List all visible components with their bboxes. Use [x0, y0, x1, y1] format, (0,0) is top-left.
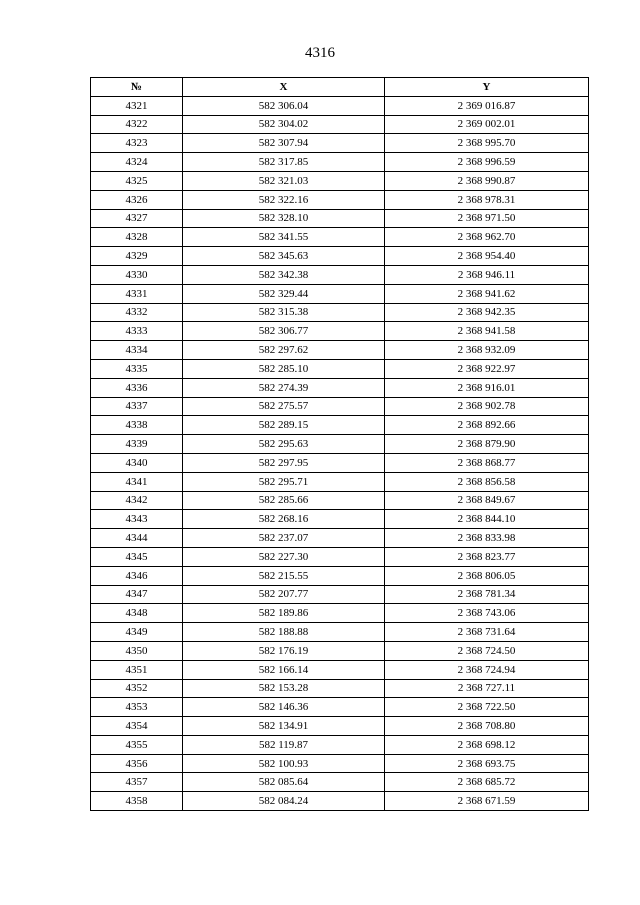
- cell-x: 582 315.38: [183, 303, 385, 322]
- cell-y: 2 368 962.70: [385, 228, 589, 247]
- coordinates-table: [90, 77, 589, 811]
- table-row: [91, 416, 589, 435]
- cell-x: 582 176.19: [183, 641, 385, 660]
- cell-number: 4343: [91, 510, 183, 529]
- cell-x: 582 345.63: [183, 247, 385, 266]
- table-row: [91, 171, 589, 190]
- cell-number: 4337: [91, 397, 183, 416]
- cell-x: 582 307.94: [183, 134, 385, 153]
- cell-y: 2 368 685.72: [385, 773, 589, 792]
- cell-x: 582 341.55: [183, 228, 385, 247]
- cell-y: 2 368 724.94: [385, 660, 589, 679]
- cell-y: 2 368 892.66: [385, 416, 589, 435]
- cell-y: 2 368 916.01: [385, 378, 589, 397]
- cell-number: 4338: [91, 416, 183, 435]
- cell-y: 2 368 727.11: [385, 679, 589, 698]
- cell-y: 2 368 978.31: [385, 190, 589, 209]
- cell-y: 2 368 708.80: [385, 717, 589, 736]
- cell-number: 4352: [91, 679, 183, 698]
- cell-x: 582 119.87: [183, 735, 385, 754]
- cell-x: 582 322.16: [183, 190, 385, 209]
- table-row: [91, 190, 589, 209]
- table-row: [91, 341, 589, 360]
- cell-number: 4348: [91, 604, 183, 623]
- cell-number: 4340: [91, 453, 183, 472]
- cell-number: 4344: [91, 529, 183, 548]
- cell-number: 4349: [91, 623, 183, 642]
- table-row: [91, 134, 589, 153]
- cell-y: 2 368 922.97: [385, 359, 589, 378]
- table-body: [91, 96, 589, 810]
- cell-y: 2 368 849.67: [385, 491, 589, 510]
- table-row: [91, 397, 589, 416]
- table-row: [91, 717, 589, 736]
- cell-y: 2 368 806.05: [385, 566, 589, 585]
- cell-number: 4323: [91, 134, 183, 153]
- cell-y: 2 368 946.11: [385, 265, 589, 284]
- table-row: [91, 773, 589, 792]
- cell-x: 582 342.38: [183, 265, 385, 284]
- cell-number: 4334: [91, 341, 183, 360]
- table-row: [91, 322, 589, 341]
- table-row: [91, 472, 589, 491]
- cell-y: 2 368 724.50: [385, 641, 589, 660]
- cell-y: 2 368 868.77: [385, 453, 589, 472]
- cell-x: 582 188.88: [183, 623, 385, 642]
- cell-y: 2 368 954.40: [385, 247, 589, 266]
- cell-x: 582 153.28: [183, 679, 385, 698]
- cell-x: 582 207.77: [183, 585, 385, 604]
- cell-y: 2 368 781.34: [385, 585, 589, 604]
- cell-x: 582 268.16: [183, 510, 385, 529]
- table-row: [91, 660, 589, 679]
- cell-y: 2 369 002.01: [385, 115, 589, 134]
- cell-number: 4325: [91, 171, 183, 190]
- cell-x: 582 297.95: [183, 453, 385, 472]
- cell-number: 4322: [91, 115, 183, 134]
- cell-y: 2 368 693.75: [385, 754, 589, 773]
- cell-number: 4357: [91, 773, 183, 792]
- cell-number: 4350: [91, 641, 183, 660]
- cell-y: 2 368 996.59: [385, 153, 589, 172]
- cell-y: 2 368 722.50: [385, 698, 589, 717]
- cell-x: 582 189.86: [183, 604, 385, 623]
- cell-number: 4345: [91, 547, 183, 566]
- cell-x: 582 100.93: [183, 754, 385, 773]
- cell-number: 4358: [91, 792, 183, 811]
- table-row: [91, 209, 589, 228]
- cell-y: 2 368 833.98: [385, 529, 589, 548]
- table-row: [91, 735, 589, 754]
- cell-x: 582 237.07: [183, 529, 385, 548]
- cell-x: 582 329.44: [183, 284, 385, 303]
- cell-y: 2 368 698.12: [385, 735, 589, 754]
- cell-x: 582 274.39: [183, 378, 385, 397]
- table-row: [91, 529, 589, 548]
- cell-x: 582 285.10: [183, 359, 385, 378]
- cell-x: 582 289.15: [183, 416, 385, 435]
- cell-number: 4341: [91, 472, 183, 491]
- cell-number: 4321: [91, 96, 183, 115]
- cell-x: 582 166.14: [183, 660, 385, 679]
- cell-y: 2 368 731.64: [385, 623, 589, 642]
- table-row: [91, 265, 589, 284]
- table-row: [91, 228, 589, 247]
- table-row: [91, 604, 589, 623]
- cell-number: 4333: [91, 322, 183, 341]
- cell-y: 2 368 942.35: [385, 303, 589, 322]
- cell-x: 582 321.03: [183, 171, 385, 190]
- cell-x: 582 275.57: [183, 397, 385, 416]
- cell-number: 4328: [91, 228, 183, 247]
- cell-y: 2 368 823.77: [385, 547, 589, 566]
- cell-x: 582 317.85: [183, 153, 385, 172]
- table-row: [91, 566, 589, 585]
- cell-number: 4353: [91, 698, 183, 717]
- cell-y: 2 369 016.87: [385, 96, 589, 115]
- cell-y: 2 368 941.58: [385, 322, 589, 341]
- cell-number: 4335: [91, 359, 183, 378]
- cell-x: 582 304.02: [183, 115, 385, 134]
- table-row: [91, 510, 589, 529]
- cell-x: 582 227.30: [183, 547, 385, 566]
- cell-x: 582 295.71: [183, 472, 385, 491]
- table-row: [91, 641, 589, 660]
- table-row: [91, 698, 589, 717]
- cell-x: 582 285.66: [183, 491, 385, 510]
- table-row: [91, 585, 589, 604]
- cell-y: 2 368 971.50: [385, 209, 589, 228]
- cell-number: 4326: [91, 190, 183, 209]
- table-row: [91, 303, 589, 322]
- cell-number: 4332: [91, 303, 183, 322]
- cell-y: 2 368 879.90: [385, 435, 589, 454]
- column-header-y: Y: [385, 78, 589, 97]
- cell-x: 582 134.91: [183, 717, 385, 736]
- table-row: [91, 491, 589, 510]
- cell-y: 2 368 743.06: [385, 604, 589, 623]
- table-row: [91, 153, 589, 172]
- table-header-row: [91, 78, 589, 97]
- cell-x: 582 306.04: [183, 96, 385, 115]
- cell-y: 2 368 671.59: [385, 792, 589, 811]
- cell-y: 2 368 932.09: [385, 341, 589, 360]
- cell-number: 4354: [91, 717, 183, 736]
- table-row: [91, 247, 589, 266]
- table-row: [91, 623, 589, 642]
- table-row: [91, 754, 589, 773]
- column-header-x: X: [183, 78, 385, 97]
- cell-number: 4339: [91, 435, 183, 454]
- cell-number: 4336: [91, 378, 183, 397]
- cell-x: 582 146.36: [183, 698, 385, 717]
- column-header-number: №: [91, 78, 183, 97]
- table-row: [91, 115, 589, 134]
- table-row: [91, 378, 589, 397]
- cell-number: 4330: [91, 265, 183, 284]
- table-row: [91, 679, 589, 698]
- cell-number: 4351: [91, 660, 183, 679]
- cell-y: 2 368 902.78: [385, 397, 589, 416]
- cell-x: 582 295.63: [183, 435, 385, 454]
- cell-number: 4329: [91, 247, 183, 266]
- cell-x: 582 328.10: [183, 209, 385, 228]
- cell-number: 4327: [91, 209, 183, 228]
- cell-x: 582 306.77: [183, 322, 385, 341]
- cell-number: 4346: [91, 566, 183, 585]
- cell-number: 4324: [91, 153, 183, 172]
- cell-number: 4347: [91, 585, 183, 604]
- table-row: [91, 547, 589, 566]
- table-row: [91, 359, 589, 378]
- cell-y: 2 368 995.70: [385, 134, 589, 153]
- table-row: [91, 453, 589, 472]
- table-row: [91, 435, 589, 454]
- cell-number: 4331: [91, 284, 183, 303]
- cell-x: 582 215.55: [183, 566, 385, 585]
- table-row: [91, 284, 589, 303]
- cell-y: 2 368 856.58: [385, 472, 589, 491]
- cell-number: 4356: [91, 754, 183, 773]
- cell-x: 582 084.24: [183, 792, 385, 811]
- cell-number: 4355: [91, 735, 183, 754]
- cell-y: 2 368 844.10: [385, 510, 589, 529]
- table-row: [91, 96, 589, 115]
- cell-x: 582 085.64: [183, 773, 385, 792]
- cell-x: 582 297.62: [183, 341, 385, 360]
- page-number: 4316: [305, 45, 335, 61]
- cell-y: 2 368 941.62: [385, 284, 589, 303]
- cell-number: 4342: [91, 491, 183, 510]
- table-row: [91, 792, 589, 811]
- cell-y: 2 368 990.87: [385, 171, 589, 190]
